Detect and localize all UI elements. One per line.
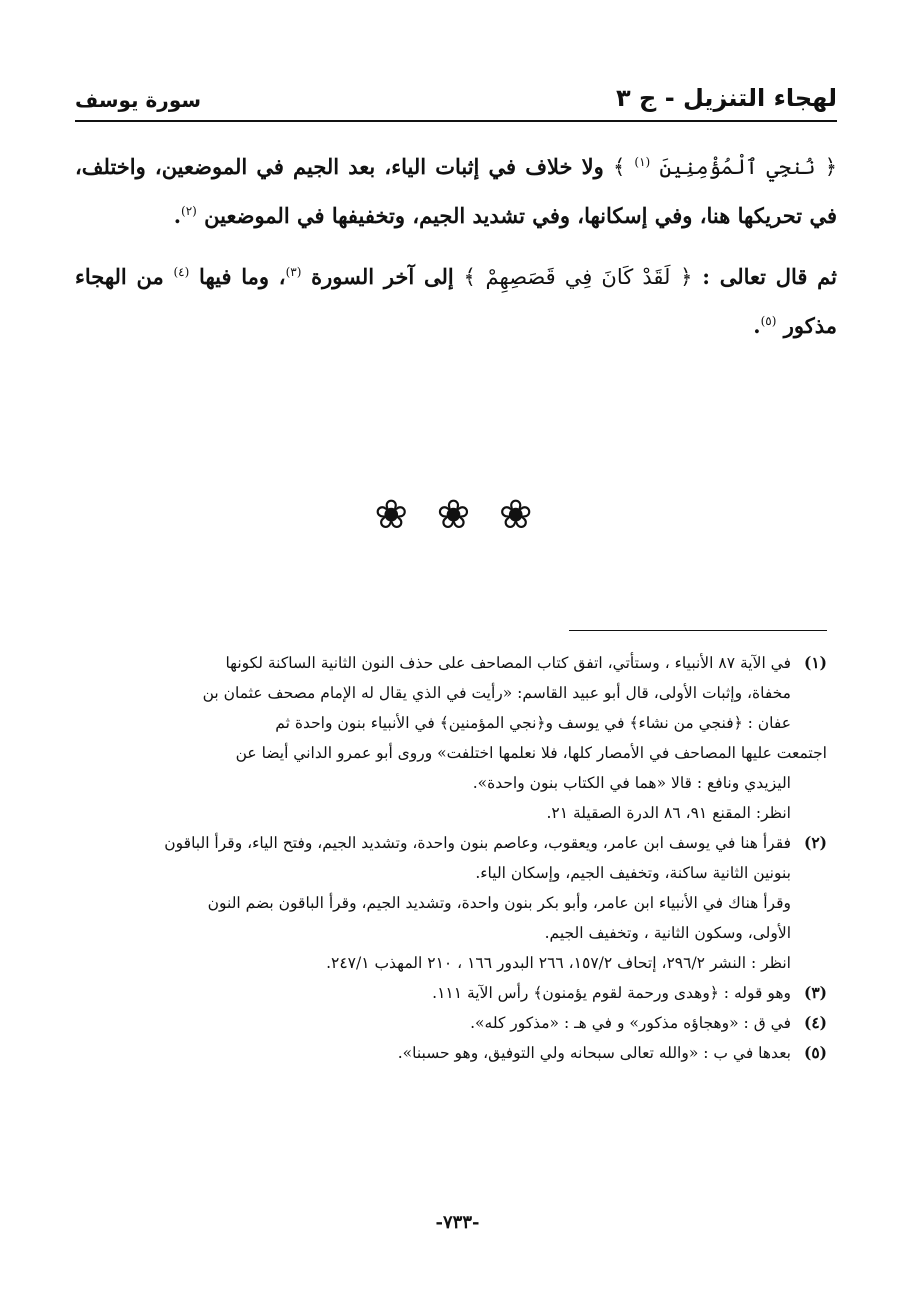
- quran-open-bracket: ﴿: [680, 265, 693, 289]
- paragraph-2-text-c: ، وما فيها: [199, 264, 286, 289]
- paragraph-2-intro: ثم قال تعالى :: [692, 264, 837, 289]
- surah-title: سورة يوسف: [75, 88, 202, 112]
- footnote-line: بنونين الثانية ساكنة، وتخفيف الجيم، وإسكان الياء.: [475, 864, 791, 882]
- flower-separator: ❀ ❀ ❀: [374, 492, 541, 538]
- footnote-1: [75, 648, 827, 828]
- page-number: -٧٣٣-: [435, 1212, 480, 1233]
- footnote-divider: [569, 630, 827, 631]
- footnote-line: عفان : ﴿فنجي من نشاء﴾ في يوسف و﴿نجي المؤمنين﴾ في الأنبياء بنون واحدة ثم: [275, 714, 791, 732]
- book-title: لهجاء التنزيل - ج ٣: [616, 84, 837, 112]
- footnote-number: (١): [803, 653, 827, 672]
- footnote-line: الأولى، وسكون الثانية ، وتخفيف الجيم.: [544, 924, 791, 942]
- footnote-line: اليزيدي ونافع : قالا «هما في الكتاب بنون واحدة».: [472, 774, 791, 792]
- footnotes: [75, 648, 827, 1068]
- footnote-line: في ق : «وهجاؤه مذكور» و في هـ : «مذكور كله».: [470, 1014, 791, 1032]
- footnote-source: انظر: المقنع ٩١، ٨٦ الدرة الصقيلة ٢١.: [546, 804, 791, 822]
- footnote-source: انظر : النشر ٢٩٦/٢، إتحاف ١٥٧/٢، ٢٦٦ البدور ١٦٦ ، ٢١٠ المهذب ٢٤٧/١.: [326, 954, 791, 972]
- paragraph-2-text-b: إلى آخر السورة: [311, 264, 454, 289]
- paragraph-1-text: ولا خلاف في إثبات الياء، بعد الجيم في الموضعين، واختلف، في تحريكها هنا، وفي إسكانها، وفي تشديد الجيم، وتخفيفها في الموضعين: [75, 154, 837, 228]
- footnote-ref-4[interactable]: (٤): [173, 265, 190, 279]
- footnote-line: فقرأ هنا في يوسف ابن عامر، ويعقوب، وعاصم بنون واحدة، وتشديد الجيم، وفتح الياء، وقرأ الباقون: [164, 834, 791, 852]
- paragraph-1: [75, 140, 837, 238]
- footnote-ref-3[interactable]: (٣): [285, 265, 302, 279]
- footnote-number: (٢): [803, 833, 827, 852]
- quran-close-bracket: ﴾: [612, 155, 626, 179]
- footnote-3: [75, 978, 827, 1008]
- footnote-line: اجتمعت عليها المصاحف في الأمصار كلها، فلا نعلمها اختلفت» وروى أبو عمرو الداني أيضا عن: [235, 744, 827, 762]
- footnote-line: في الآية ٨٧ الأنبياء ، وستأتي، اتفق كتاب المصاحف على حذف النون الثانية الساكنة لكونها: [225, 654, 791, 672]
- paragraph-2: [75, 250, 837, 348]
- paragraph-2-end: .: [753, 313, 761, 338]
- footnote-number: (٤): [803, 1013, 827, 1032]
- footnote-line: بعدها في ب : «والله تعالى سبحانه ولي التوفيق، وهو حسبنا».: [397, 1044, 791, 1062]
- paragraph-2-text-d: من الهجاء مذكور: [75, 264, 837, 338]
- footnote-line: وقرأ هناك في الأنبياء ابن عامر، وأبو بكر بنون واحدة، وتشديد الجيم، وقرأ الباقون بضم النون: [207, 894, 791, 912]
- footnote-4: [75, 1008, 827, 1038]
- main-text: [75, 140, 837, 360]
- footnote-line: وهو قوله : ﴿وهدى ورحمة لقوم يؤمنون﴾ رأس الآية ١١١.: [432, 984, 791, 1002]
- footnote-number: (٥): [803, 1043, 827, 1062]
- footnote-number: (٣): [803, 983, 827, 1002]
- footnote-ref-1[interactable]: (١): [634, 155, 651, 169]
- footnote-ref-2[interactable]: (٢): [181, 204, 197, 218]
- footnote-line: مخفاة، وإثبات الأولى، قال أبو عبيد القاسم: «رأيت في الذي يقال له الإمام مصحف عثمان بن: [202, 684, 791, 702]
- footnote-2: [75, 828, 827, 978]
- paragraph-1-end: .: [173, 203, 182, 228]
- quran-quote: نُنجِي ٱلْمُؤْمِنِينَ: [659, 155, 816, 179]
- page-header: [75, 70, 837, 112]
- quran-open-bracket: ﴿: [824, 155, 838, 179]
- footnote-5: [75, 1038, 827, 1068]
- quran-close-bracket: ﴾: [463, 265, 476, 289]
- footnote-ref-5[interactable]: (٥): [760, 314, 777, 328]
- header-divider: [75, 120, 837, 122]
- quran-quote: لَقَدْ كَانَ فِي قَصَصِهِمْ: [485, 265, 671, 289]
